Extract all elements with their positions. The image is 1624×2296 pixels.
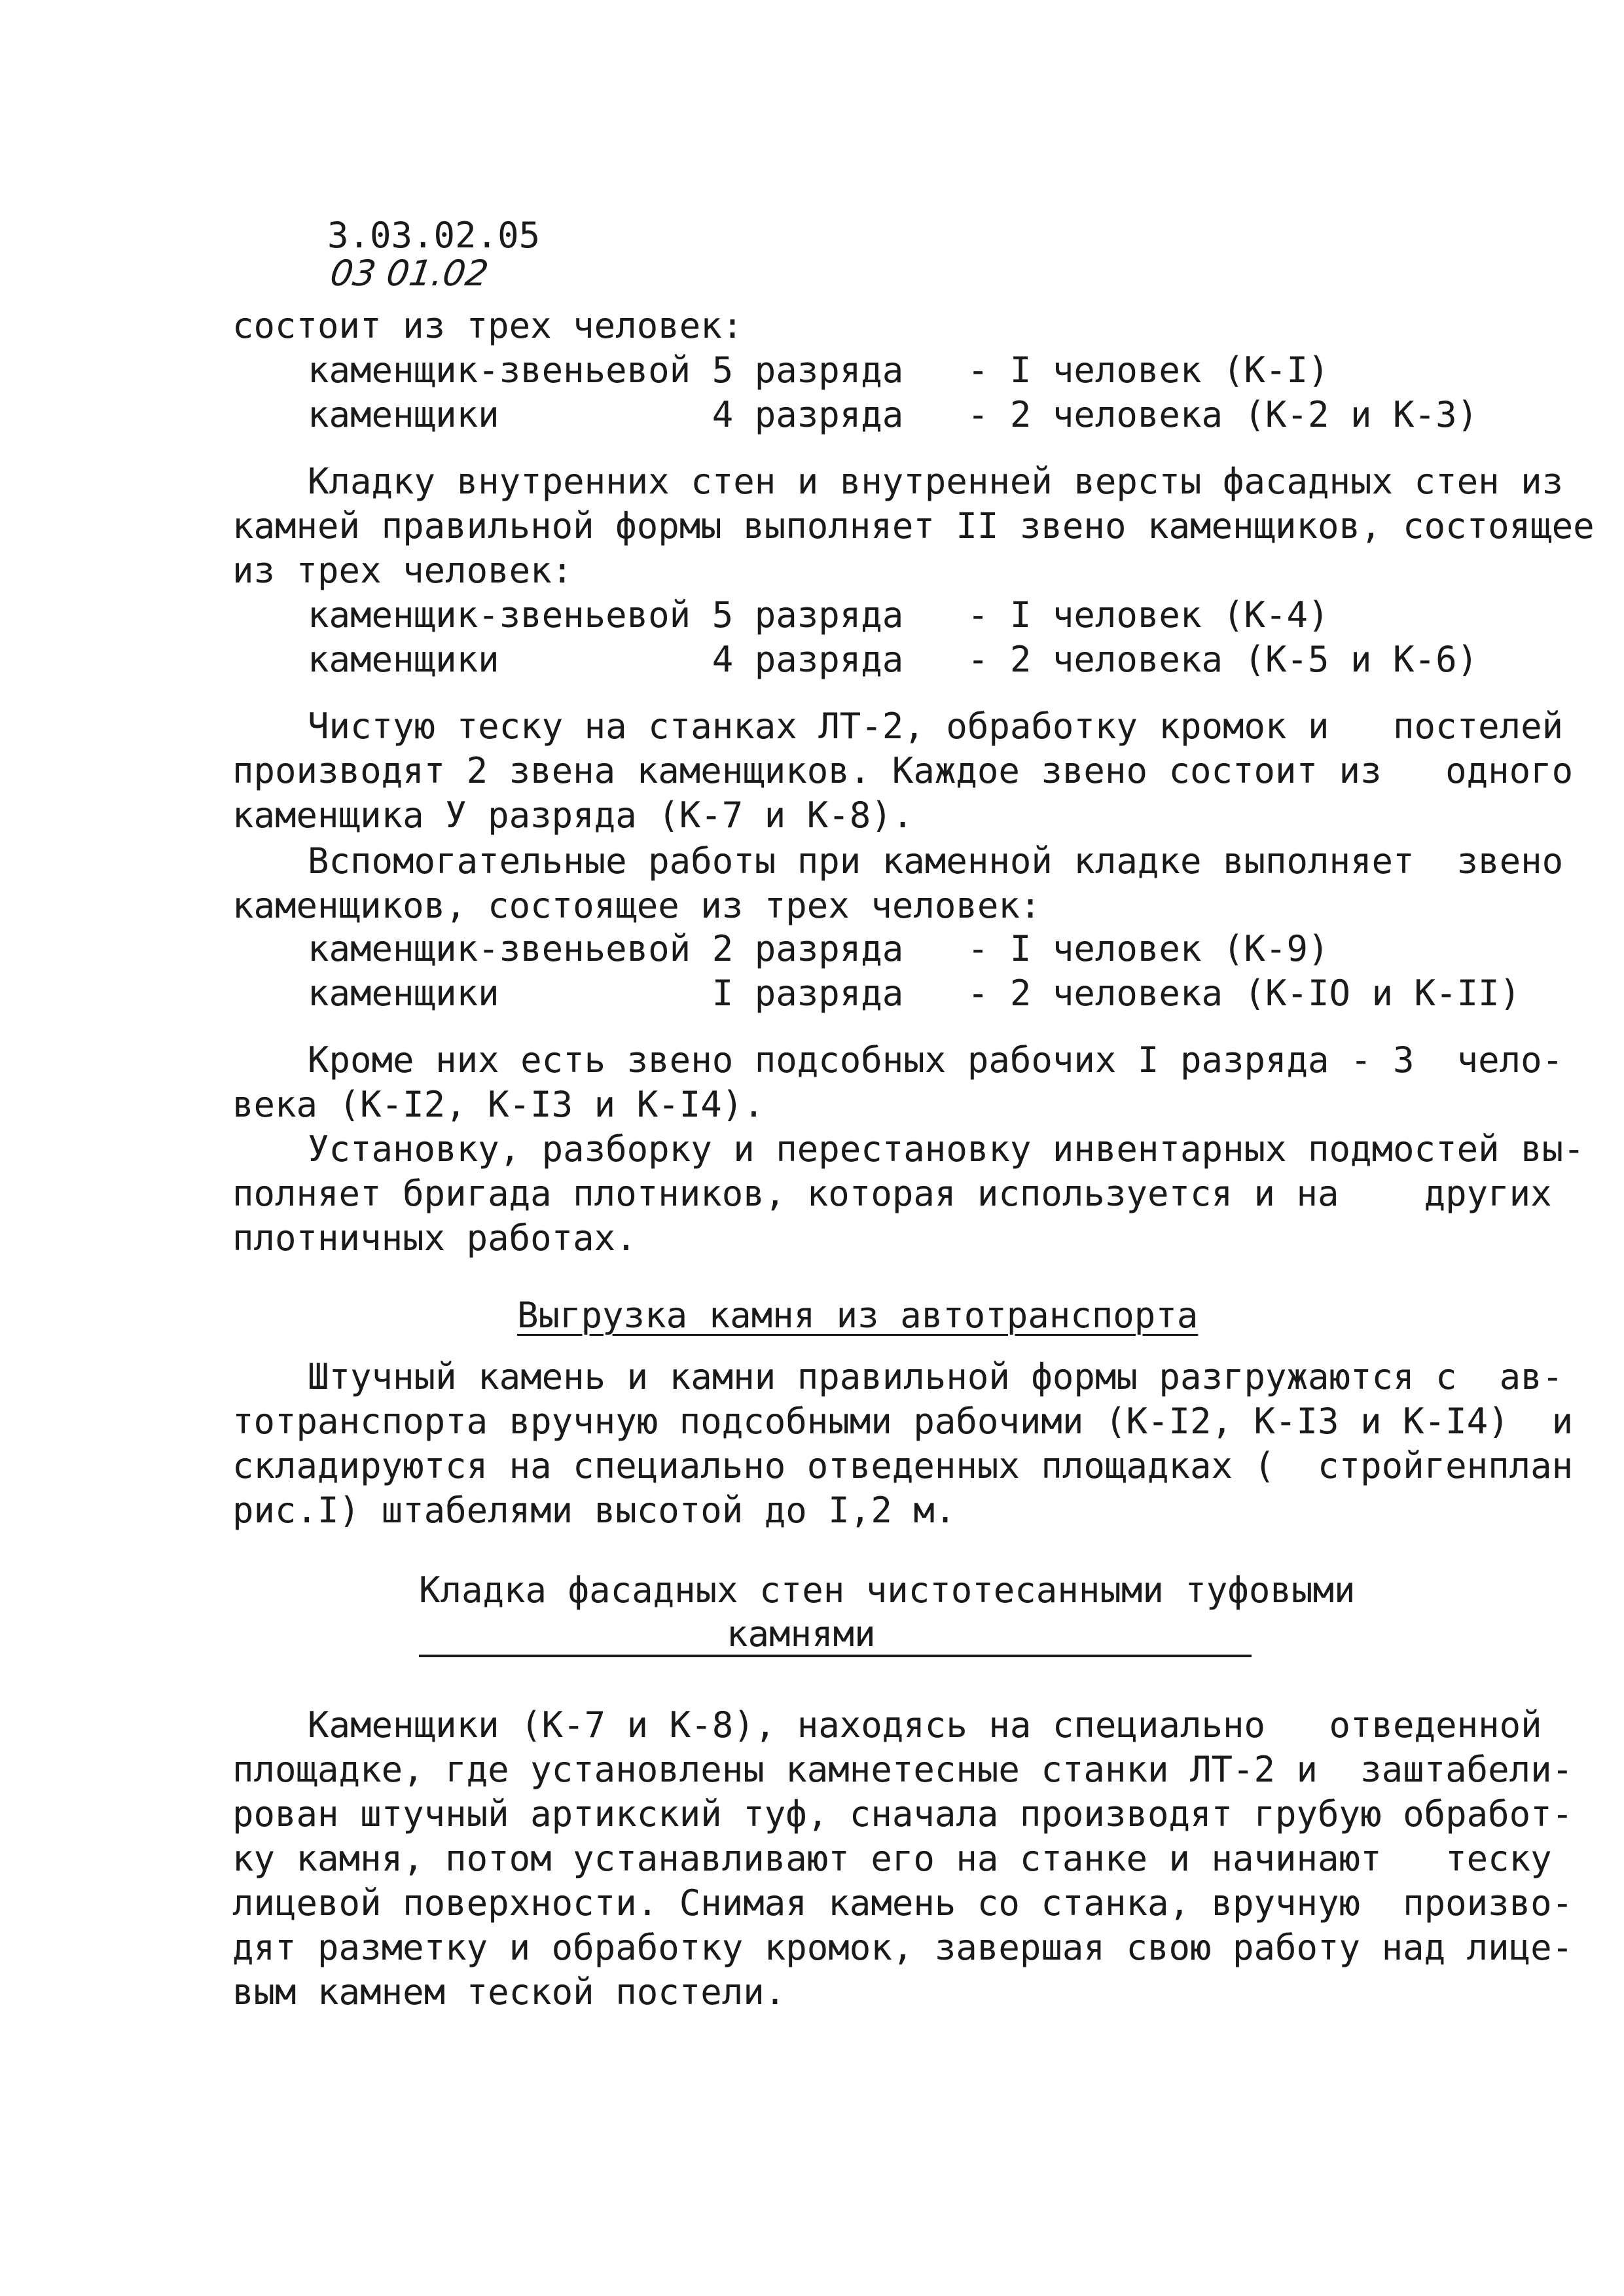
text-line: складируются на специально отведенных площадках ( стройгенплан (232, 1445, 1574, 1486)
heading-underline-rule (419, 1655, 1252, 1657)
text-line: Кладку внутренних стен и внутренней версты фасадных стен из (308, 461, 1564, 502)
text-line: Установку, разборку и перестановку инвентарных подмостей вы- (308, 1128, 1585, 1170)
text-line: каменщиков, состоящее из трех человек: (232, 885, 1041, 926)
text-line: Штучный камень и камни правильной формы разгружаются с ав- (308, 1356, 1564, 1397)
text-line: каменщик-звеньевой 5 разряда - I человек (К-4) (308, 594, 1329, 636)
text-line: каменщик-звеньевой 2 разряда - I человек (К-9) (308, 928, 1329, 969)
text-line: площадке, где установлены камнетесные станки ЛТ-2 и заштабели- (232, 1749, 1574, 1790)
section-heading-unloading: Выгрузка камня из автотранспорта (517, 1295, 1199, 1336)
text-line: вым камнем теской постели. (232, 1971, 786, 2013)
text-line: Вспомогательные работы при каменной кладке выполняет звено (308, 840, 1564, 882)
text-line: камней правильной формы выполняет II звено каменщиков, состоящее (232, 505, 1595, 547)
document-code: 3.03.02.05 (327, 215, 541, 256)
text-line: каменщики 4 разряда - 2 человека (К-2 и К-3) (308, 394, 1479, 435)
text-line: лицевой поверхности. Снимая камень со станка, вручную произво- (232, 1882, 1574, 1924)
text-line: Кроме них есть звено подсобных рабочих I разряда - 3 чело- (308, 1039, 1564, 1081)
text-line: века (К-I2, К-I3 и К-I4). (232, 1084, 765, 1125)
section-heading-masonry-line2: камнями (727, 1613, 876, 1655)
handwritten-code: 03 01.02 (327, 253, 491, 294)
text-line: полняет бригада плотников, которая используется и на других (232, 1173, 1552, 1214)
text-line: тотранспорта вручную подсобными рабочими (К-I2, К-I3 и К-I4) и (232, 1401, 1574, 1442)
text-line: плотничных работах. (232, 1217, 637, 1259)
text-line: дят разметку и обработку кромок, завершая свою работу над лице- (232, 1927, 1574, 1968)
text-line: каменщика У разряда (К-7 и К-8). (232, 795, 914, 836)
text-line: ку камня, потом устанавливают его на станке и начинают теску (232, 1838, 1552, 1879)
text-line: каменщики I разряда - 2 человека (К-IO и К-II) (308, 973, 1521, 1014)
text-line: состоит из трех человек: (232, 305, 744, 346)
text-line: рован штучный артикский туф, сначала производят грубую обработ- (232, 1793, 1574, 1835)
text-line: каменщик-звеньевой 5 разряда - I человек (К-I) (308, 350, 1329, 391)
text-line: Чистую теску на станках ЛТ-2, обработку кромок и постелей (308, 706, 1564, 747)
text-line: из трех человек: (232, 550, 573, 591)
text-line: рис.I) штабелями высотой до I,2 м. (232, 1490, 956, 1531)
text-line: производят 2 звена каменщиков. Каждое звено состоит из одного (232, 750, 1574, 791)
section-heading-masonry-line1: Кладка фасадных стен чистотесанными туфовыми (419, 1570, 1356, 1611)
text-line: Каменщики (К-7 и К-8), находясь на специально отведенной (308, 1704, 1542, 1746)
text-line: каменщики 4 разряда - 2 человека (К-5 и К-6) (308, 639, 1479, 680)
